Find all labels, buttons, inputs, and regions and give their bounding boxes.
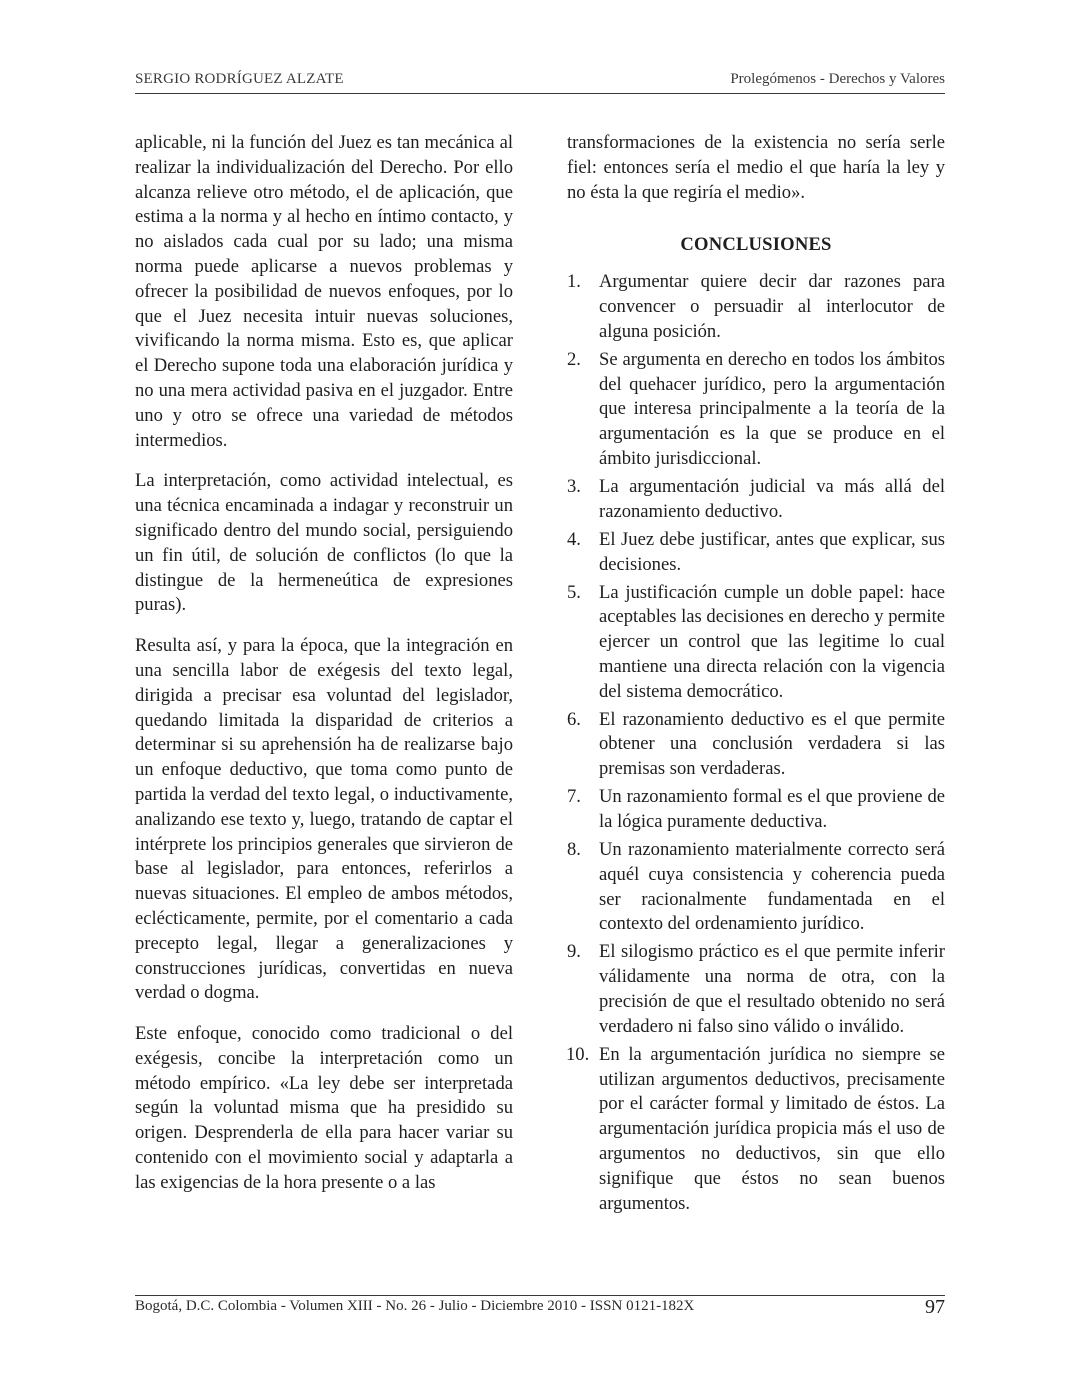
list-item: [567, 348, 945, 472]
header-author: SERGIO RODRÍGUEZ ALZATE: [135, 71, 344, 87]
list-item-text: El Juez debe justificar, antes que explicar, sus decisiones.: [599, 528, 945, 575]
list-item-number: 2.: [567, 348, 581, 370]
list-item: [567, 581, 945, 705]
list-item-number: 4.: [567, 528, 581, 550]
list-item-number: 5.: [567, 581, 581, 603]
list-item: [567, 940, 945, 1039]
list-item-text: Un razonamiento materialmente correcto será aquél cuya consistencia y coherencia pueda ser racionalmente fundamentada en el contexto del ordenamiento jurídico.: [599, 839, 945, 935]
list-item-number: 7.: [567, 786, 581, 808]
running-footer: [135, 1295, 945, 1326]
right-column: [567, 131, 945, 1220]
list-item: [567, 1043, 945, 1217]
body-paragraph: Este enfoque, conocido como tradicional o del exégesis, concibe la interpretación como un método empírico. «La ley debe ser interpretada según la voluntad misma que ha presidido su origen. Desprenderla de ella para hacer variar su contenido con el movimiento social y adaptarla a las exigencias de la hora presente o a las: [135, 1023, 513, 1193]
list-item-number: 6.: [567, 708, 581, 730]
list-item-text: Un razonamiento formal es el que proviene de la lógica puramente deductiva.: [599, 786, 945, 833]
list-item-number: 3.: [567, 475, 581, 497]
list-item-text: La argumentación judicial va más allá del razonamiento deductivo.: [599, 475, 945, 522]
list-item-text: El razonamiento deductivo es el que permite obtener una conclusión verdadera si las premisas son verdaderas.: [599, 708, 945, 780]
conclusions-list: [567, 270, 945, 1216]
list-item: [567, 838, 945, 937]
section-title: CONCLUSIONES: [680, 234, 832, 256]
list-item: [567, 270, 945, 344]
body-paragraph: transformaciones de la existencia no sería serle fiel: entonces sería el medio el que haría la ley y no ésta la que regiría el medio».: [567, 132, 945, 203]
body-paragraph: Resulta así, y para la época, que la integración en una sencilla labor de exégesis del texto legal, dirigida a precisar esa voluntad del legislador, quedando limitada la disparidad de criterios a determinar si su aprehensión ha de realizarse bajo un enfoque deductivo, que toma como punto de partida la verdad del texto legal, o inductivamente, analizando ese texto y, luego, tratando de captar el intérprete los principios generales que sirvieron de base al legislador, para entonces, referirlos a nuevas situaciones. El empleo de ambos métodos, eclécticamente, permite, por el comentario a cada precepto legal, llegar a generalizaciones y construcciones jurídicas, convertidas en nueva verdad o dogma.: [135, 635, 513, 1004]
header-section: Prolegómenos - Derechos y Valores: [730, 71, 945, 87]
list-item-text: El silogismo práctico es el que permite inferir válidamente una norma de otra, con la precisión de que el resultado obtenido no será verdadero ni falso sino válido o inválido.: [599, 941, 945, 1037]
body-paragraph: aplicable, ni la función del Juez es tan mecánica al realizar la individualización del Derecho. Por ello alcanza relieve otro método, el de aplicación, que estima a la norma y al hecho en íntimo contacto, y no aislados cada cual por su lado; una misma norma puede aplicarse a nuevos problemas y ofrecer la posibilidad de nuevos enfoques, por lo que el Juez necesita intuir nuevas soluciones, vivificando la norma misma. Esto es, que aplicar el Derecho supone toda una elaboración jurídica y no una mera actividad pasiva en el juzgador. Entre uno y otro se ofrece una variedad de métodos intermedios.: [135, 132, 513, 451]
body-paragraph: La interpretación, como actividad intelectual, es una técnica encaminada a indagar y reconstruir un significado dentro del mundo social, persiguiendo un fin útil, de solución de conflictos (lo que la distingue de la hermeneútica de expresiones puras).: [135, 470, 513, 616]
list-item-number: 1.: [567, 271, 581, 293]
list-item-text: La justificación cumple un doble papel: hace aceptables las decisiones en derecho y permite ejercer un control que las legitime lo cual mantiene una directa relación con la vigencia del sistema democrático.: [599, 581, 945, 702]
list-item-text: Se argumenta en derecho en todos los ámbitos del quehacer jurídico, pero la argumentación que interesa principalmente a la teoría de la argumentación es la que se produce en el ámbito jurisdiccional.: [599, 348, 945, 469]
list-item-text: En la argumentación jurídica no siempre se utilizan argumentos deductivos, precisamente por el carácter formal y limitado de éstos. La argumentación jurídica propicia más el uso de argumentos no deductivos, sin que ello signifique que éstos no sean buenos argumentos.: [599, 1043, 945, 1214]
list-item: [567, 708, 945, 782]
running-header: [135, 71, 945, 94]
list-item-text: Argumentar quiere decir dar razones para convencer o persuadir al interlocutor de alguna posición.: [599, 271, 945, 342]
footer-journal-info: Bogotá, D.C. Colombia - Volumen XIII - No. 26 - Julio - Diciembre 2010 - ISSN 0121-182X: [135, 1298, 695, 1314]
list-item: [567, 785, 945, 835]
list-item-number: 8.: [567, 839, 581, 861]
list-item: [567, 475, 945, 525]
page-number: 97: [925, 1296, 945, 1318]
left-column: [135, 131, 513, 1212]
list-item: [567, 528, 945, 578]
list-item-number: 9.: [567, 941, 581, 963]
list-item-number: 10.: [566, 1043, 590, 1065]
